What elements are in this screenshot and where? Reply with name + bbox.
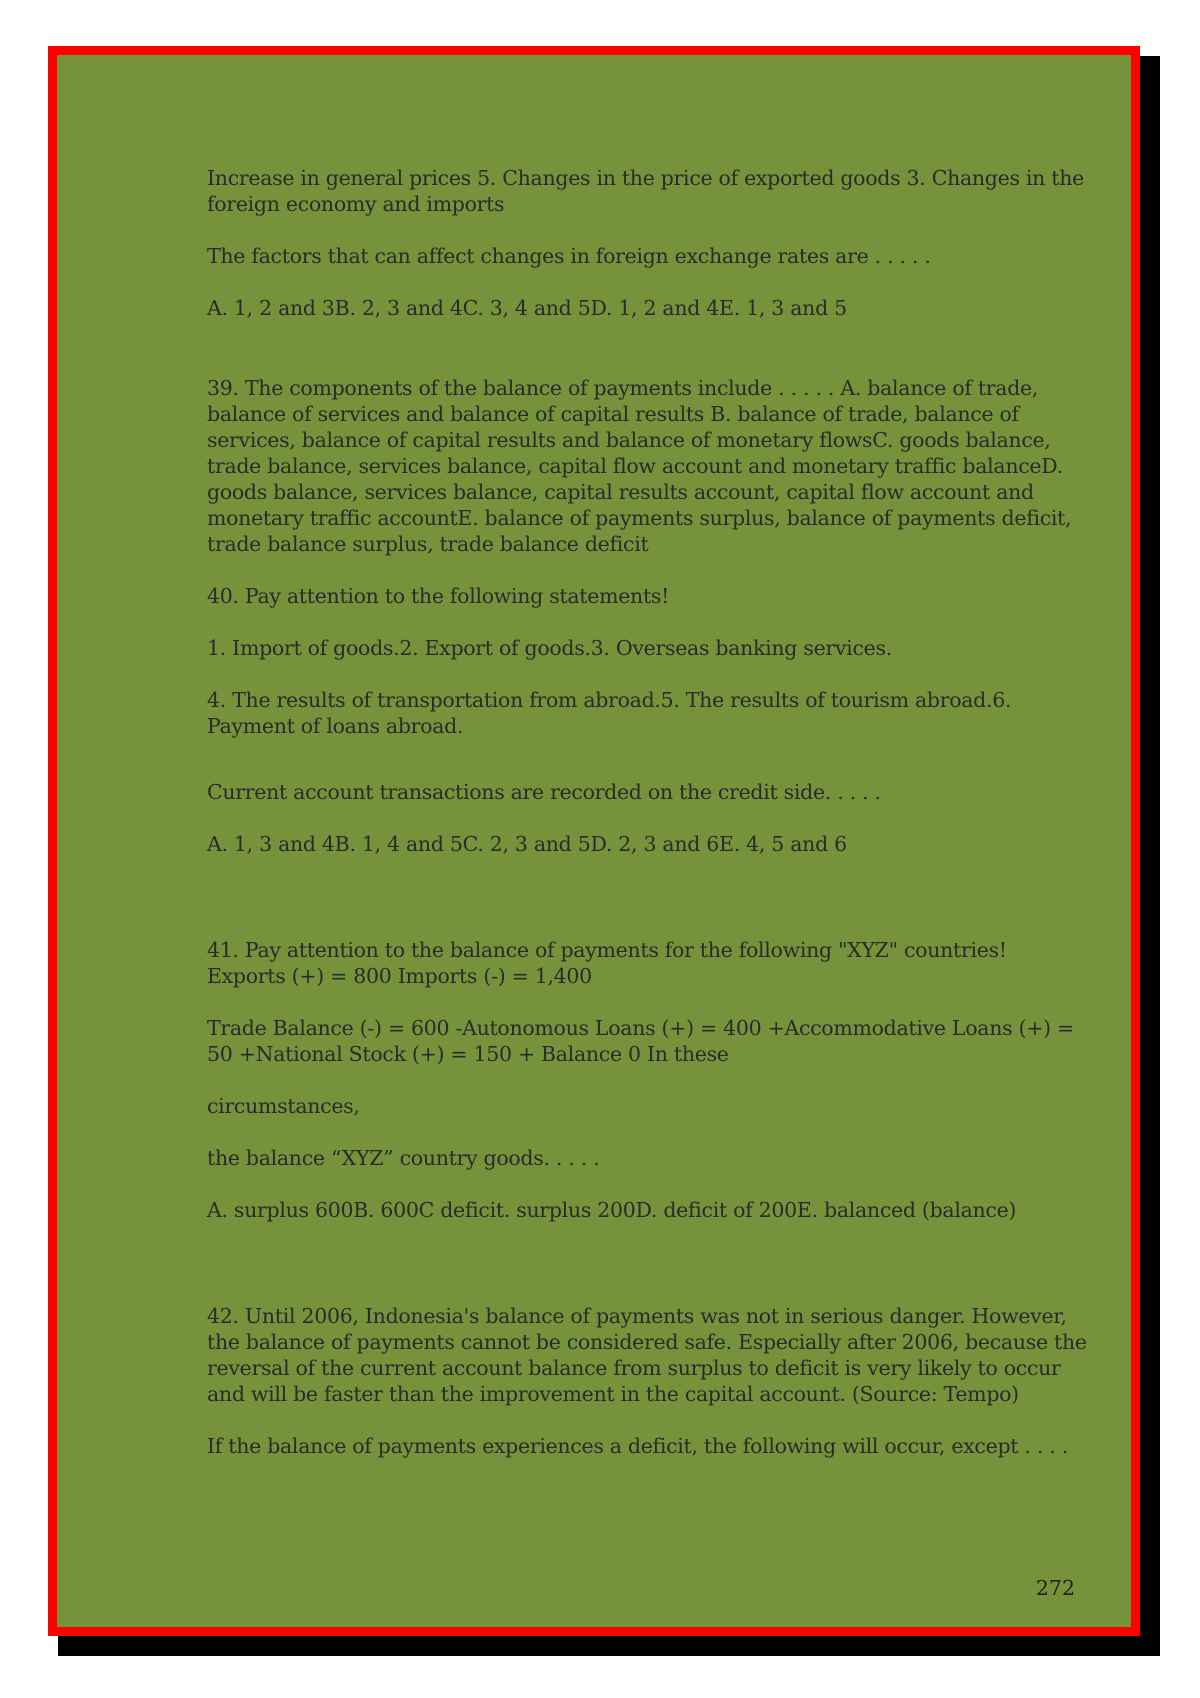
question-41: 41. Pay attention to the balance of payments for the following "XYZ" countries! Exports (+) = 800 Imports (-) = 1,400	[207, 938, 1007, 988]
page-content	[207, 165, 1087, 1459]
question-stem: If the balance of payments experiences a deficit, the following will occur, except . . . .	[207, 1434, 1068, 1458]
statements-list-1: 1. Import of goods.2. Export of goods.3. Overseas banking services.	[207, 636, 892, 660]
paragraph: circumstances,	[207, 1094, 360, 1118]
question-stem: the balance “XYZ” country goods. . . . .	[207, 1146, 600, 1170]
question-42: 42. Until 2006, Indonesia's balance of payments was not in serious danger. However, the balance of payments cannot be considered safe. Especially after 2006, because the reversal of the current account balance from surplus to deficit is very likely to occur and will be faster than the improvement in the capital account. (Source: Tempo)	[207, 1304, 1087, 1406]
statements-list-2: 4. The results of transportation from abroad.5. The results of tourism abroad.6. Payment of loans abroad.	[207, 688, 1012, 738]
answer-options: A. 1, 3 and 4B. 1, 4 and 5C. 2, 3 and 5D. 2, 3 and 6E. 4, 5 and 6	[207, 832, 847, 856]
question-stem: Current account transactions are recorded on the credit side. . . . .	[207, 780, 881, 804]
question-40: 40. Pay attention to the following statements!	[207, 584, 670, 608]
page-number: 272	[1035, 1576, 1075, 1600]
balance-details: Trade Balance (-) = 600 -Autonomous Loans (+) = 400 +Accommodative Loans (+) = 50 +National Stock (+) = 150 + Balance 0 In these	[207, 1016, 1074, 1066]
answer-options: A. 1, 2 and 3B. 2, 3 and 4C. 3, 4 and 5D. 1, 2 and 4E. 1, 3 and 5	[207, 296, 847, 320]
document-page	[48, 46, 1140, 1636]
answer-options: A. surplus 600B. 600C deficit. surplus 200D. deficit of 200E. balanced (balance)	[207, 1198, 1017, 1222]
paragraph-intro: Increase in general prices 5. Changes in the price of exported goods 3. Changes in the foreign economy and imports	[207, 166, 1084, 216]
question-stem: The factors that can affect changes in foreign exchange rates are . . . . .	[207, 244, 931, 268]
question-39: 39. The components of the balance of payments include . . . . . A. balance of trade, balance of services and balance of capital results B. balance of trade, balance of services, balance of capital results and balance of monetary flowsC. goods balance, trade balance, services balance, capital flow account and monetary traffic balanceD. goods balance, services balance, capital results account, capital flow account and monetary traffic accountE. balance of payments surplus, balance of payments deficit, trade balance surplus, trade balance deficit	[207, 376, 1072, 556]
